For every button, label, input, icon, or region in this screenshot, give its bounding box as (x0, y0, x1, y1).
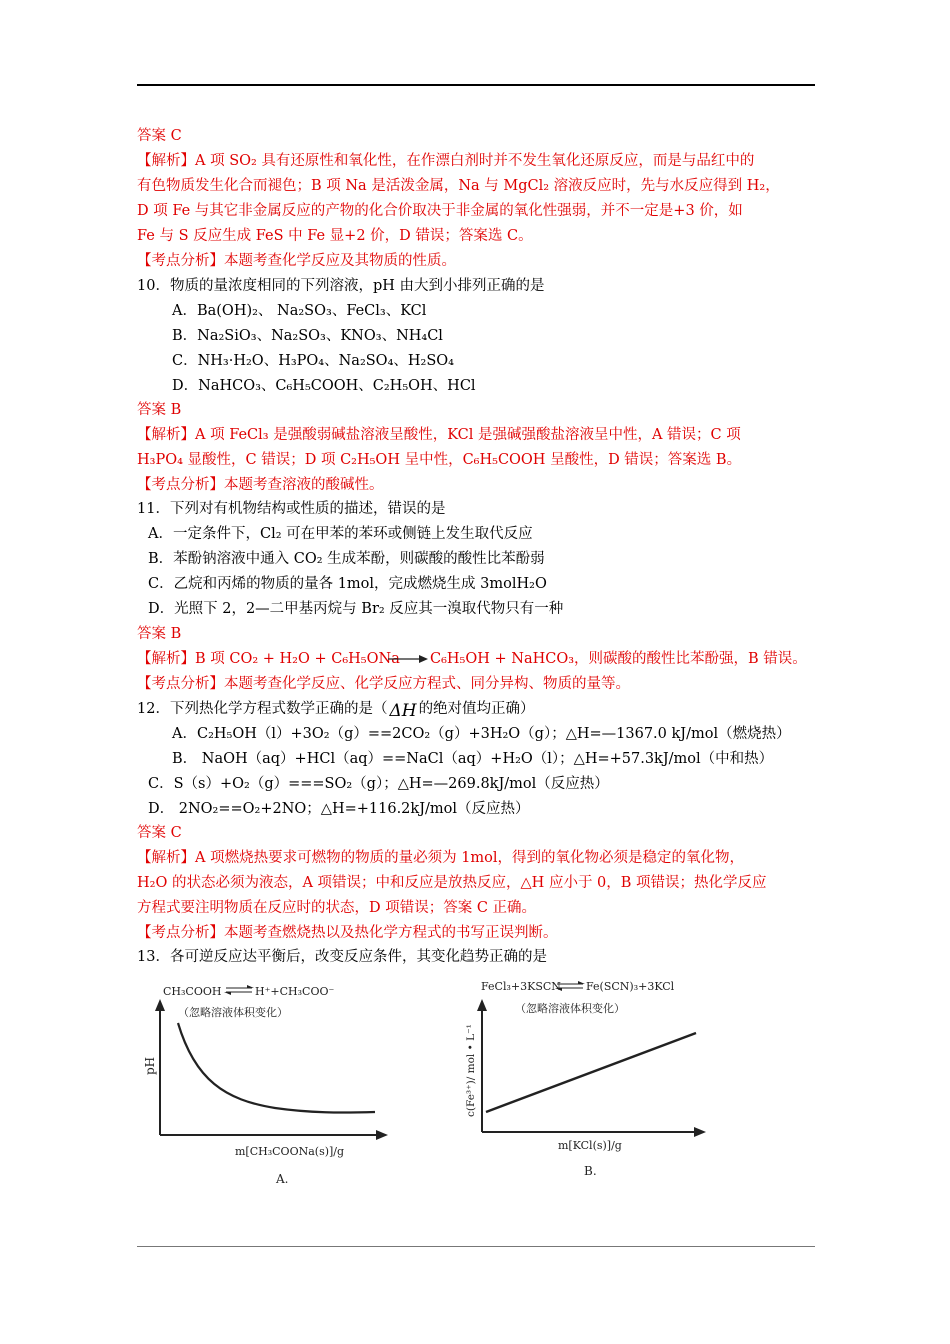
q11-option-b: B．苯酚钠溶液中通入 CO₂ 生成苯酚，则碳酸的酸性比苯酚弱 (148, 551, 545, 567)
q11-analysis-left: 【解析】B 项 CO₂ + H₂O + C₆H₅ONa (137, 651, 400, 667)
figure-a-y-arrow (155, 999, 165, 1011)
figure-a-ylabel: pH (143, 1056, 157, 1075)
q11-option-c: C．乙烷和丙烯的物质的量各 1mol，完成燃烧生成 3molH₂O (148, 576, 547, 592)
q12-stem (137, 698, 535, 719)
q12-option-d: D． 2NO₂==O₂+2NO；△H=+116.2kJ/mol（反应热） (148, 801, 530, 817)
footer-rule (137, 1246, 815, 1247)
q11-analysis-right: C₆H₅OH + NaHCO₃，则碳酸的酸性比苯酚强，B 错误。 (430, 651, 807, 667)
q10-option-c: C．NH₃·H₂O、H₃PO₄、Na₂SO₄、H₂SO₄ (172, 353, 454, 369)
q10-option-d: D．NaHCO₃、C₆H₅COOH、C₂H₅OH、HCl (172, 378, 476, 394)
q12-analysis-line: 方程式要注明物质在反应时的状态，D 项错误；答案 C 正确。 (137, 900, 537, 916)
q10-stem: 10．物质的量浓度相同的下列溶液，pH 由大到小排列正确的是 (137, 278, 545, 294)
figure-b-note: （忽略溶液体积变化） (515, 1002, 625, 1015)
q9-analysis-line: 【解析】A 项 SO₂ 具有还原性和氧化性，在作漂白剂时并不发生氧化还原反应，而是与品红中的 (137, 153, 755, 169)
q11-option-a: A．一定条件下，Cl₂ 可在甲苯的苯环或侧链上发生取代反应 (148, 526, 533, 542)
figure-a-equation-left: CH₃COOH (163, 985, 222, 998)
figure-b-equation-right: Fe(SCN)₃+3KCl (586, 980, 675, 993)
q9-analysis-line: D 项 Fe 与其它非金属反应的产物的化合价取决于非金属的氧化性强弱，并不一定是+3 价，如 (137, 203, 743, 219)
q12-answer: 答案 C (137, 825, 182, 841)
q12-option-b: B． NaOH（aq）+HCl（aq）==NaCl（aq）+H₂O（l）；△H=+57.3kJ/mol（中和热） (172, 751, 774, 767)
q10-analysis-line: 【解析】A 项 FeCl₃ 是强酸弱碱盐溶液呈酸性，KCl 是强碱强酸盐溶液呈中性，A 错误；C 项 (137, 427, 741, 443)
q9-answer: 答案 C (137, 128, 182, 144)
q12-point: 【考点分析】本题考查燃烧热以及热化学方程式的书写正误判断。 (137, 925, 558, 941)
q11-option-d: D．光照下 2，2—二甲基丙烷与 Br₂ 反应其一溴取代物只有一种 (148, 601, 564, 617)
figure-b-caption: B. (584, 1164, 597, 1178)
q9-analysis-line: 有色物质发生化合而褪色；B 项 Na 是活泼金属，Na 与 MgCl₂ 溶液反应时，先与水反应得到 H₂， (137, 178, 780, 194)
figure-a-ph-graph (140, 975, 400, 1190)
q9-analysis-line: Fe 与 S 反应生成 FeS 中 Fe 显+2 价，D 错误；答案选 C。 (137, 228, 533, 244)
q13-stem: 13．各可逆反应达平衡后，改变反应条件，其变化趋势正确的是 (137, 949, 547, 965)
figure-b-y-arrow (477, 999, 487, 1011)
q11-answer: 答案 B (137, 626, 182, 642)
q12-option-a: A．C₂H₅OH（l）+3O₂（g）==2CO₂（g）+3H₂O（g）；△H=—1367.0 kJ/mol（燃烧热） (172, 726, 791, 742)
figure-b-fe-graph (460, 975, 720, 1190)
q10-analysis-line: H₃PO₄ 显酸性，C 错误；D 项 C₂H₅OH 呈中性，C₆H₅COOH 呈酸性，D 错误；答案选 B。 (137, 452, 742, 468)
q12-stem-after: 的绝对值均正确） (418, 701, 535, 717)
delta-h-symbol: ΔH (389, 701, 417, 721)
figure-b-equation-left: FeCl₃+3KSCN (481, 980, 561, 993)
q10-option-b: B．Na₂SiO₃、Na₂SO₃、KNO₃、NH₄Cl (172, 328, 443, 344)
reaction-arrow-icon (386, 652, 430, 666)
figure-a-xlabel: m[CH₃COONa(s)]/g (235, 1145, 345, 1158)
header-rule (137, 84, 815, 86)
figure-b-line (486, 1033, 696, 1112)
q10-answer: 答案 B (137, 402, 182, 418)
figure-b-ylabel: c(Fe³⁺)/ mol • L⁻¹ (465, 1024, 477, 1117)
q12-analysis-line: 【解析】A 项燃烧热要求可燃物的物质的量必须为 1mol，得到的氧化物必须是稳定的氧化物， (137, 850, 745, 866)
q10-option-a: A．Ba(OH)₂、 Na₂SO₃、FeCl₃、KCl (172, 303, 427, 319)
figure-a-equation-right: H⁺+CH₃COO⁻ (255, 985, 335, 998)
figure-a-note: （忽略溶液体积变化） (178, 1006, 288, 1019)
q10-point: 【考点分析】本题考查溶液的酸碱性。 (137, 477, 384, 493)
figure-a-x-arrow (376, 1130, 388, 1140)
q11-stem: 11．下列对有机物结构或性质的描述，错误的是 (137, 501, 446, 517)
figure-b-x-arrow (694, 1127, 706, 1137)
figure-b-xlabel: m[KCl(s)]/g (558, 1139, 622, 1152)
q12-stem-before: 12．下列热化学方程式数学正确的是（ (137, 701, 388, 717)
figure-a-caption: A. (276, 1172, 289, 1186)
q12-analysis-line: H₂O 的状态必须为液态，A 项错误；中和反应是放热反应，△H 应小于 0，B 项错误；热化学反应 (137, 875, 767, 891)
figure-a-curve (178, 1023, 375, 1113)
q12-option-c: C．S（s）+O₂（g）===SO₂（g）；△H=—269.8kJ/mol（反应热） (148, 776, 609, 792)
q11-point: 【考点分析】本题考查化学反应、化学反应方程式、同分异构、物质的量等。 (137, 676, 630, 692)
q9-point: 【考点分析】本题考查化学反应及其物质的性质。 (137, 253, 456, 269)
equilibrium-arrow-icon (224, 985, 254, 995)
